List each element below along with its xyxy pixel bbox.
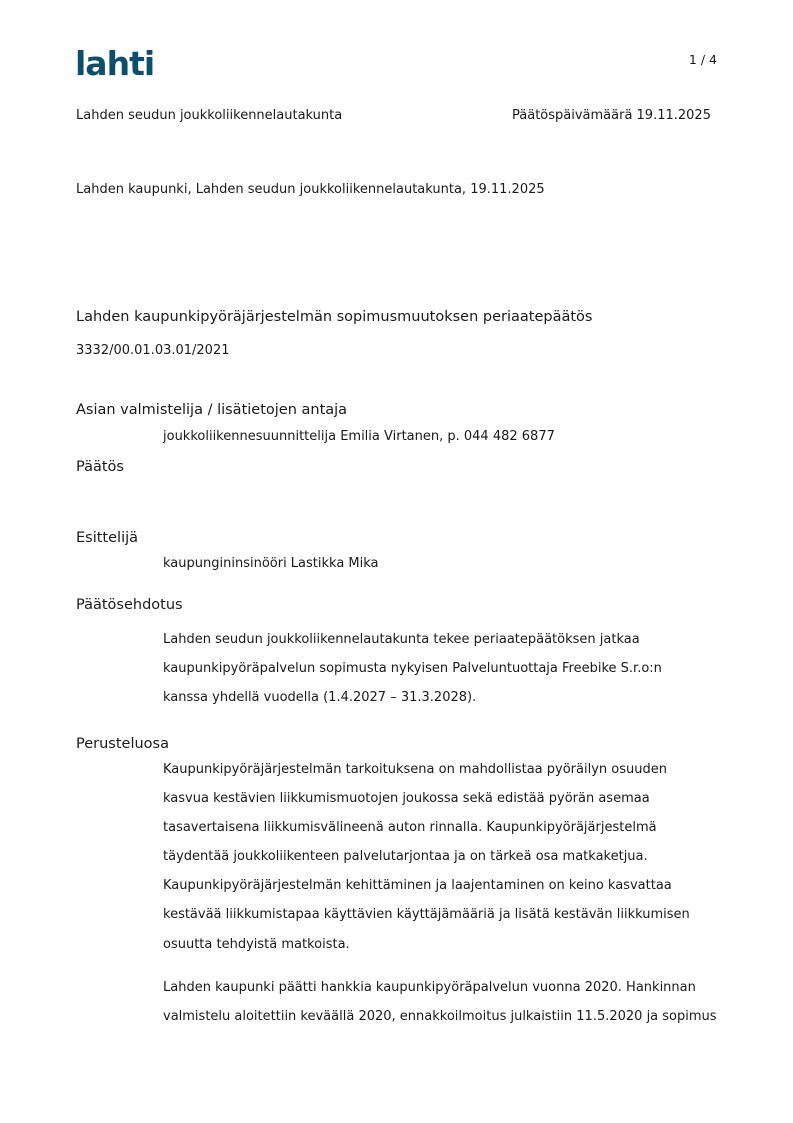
document-title: Lahden kaupunkipyöräjärjestelmän sopimusmuutoksen periaatepäätös [76,309,593,325]
rationale-line: Kaupunkipyöräjärjestelmän tarkoituksena on mahdollistaa pyöräilyn osuuden [163,762,667,777]
rationale-line: valmistelu aloitettiin keväällä 2020, ennakkoilmoitus julkaistiin 11.5.2020 ja sopimus [163,1009,717,1024]
proposal-label: Päätösehdotus [76,597,183,613]
rationale-label: Perusteluosa [76,736,169,752]
rationale-line: kestävää liikkumistapaa käyttävien käyttäjämääriä ja lisätä kestävän liikkumisen [163,907,690,922]
rationale-line: tasavertaisena liikkumisvälineenä auton rinnalla. Kaupunkipyöräjärjestelmä [163,820,657,835]
proposal-line: kaupunkipyöräpalvelun sopimusta nykyisen Palveluntuottaja Freebike S.r.o:n [163,661,662,676]
presenter-label: Esittelijä [76,530,139,546]
page-number: 1 / 4 [688,52,717,67]
organization-name: Lahden seudun joukkoliikennelautakunta [76,108,343,123]
decision-date: Päätöspäivämäärä 19.11.2025 [512,108,711,123]
lahti-logo: lahti [75,44,155,83]
rationale-line: kasvua kestävien liikkumismuotojen joukossa sekä edistää pyörän asemaa [163,791,650,806]
presenter-value: kaupungininsinööri Lastikka Mika [163,556,379,571]
proposal-line: Lahden seudun joukkoliikennelautakunta tekee periaatepäätöksen jatkaa [163,632,640,647]
rationale-line: Kaupunkipyöräjärjestelmän kehittäminen ja laajentaminen on keino kasvattaa [163,878,672,893]
proposal-line: kanssa yhdellä vuodella (1.4.2027 – 31.3.2028). [163,690,477,705]
diary-number: 3332/00.01.03.01/2021 [76,343,230,358]
preparer-value: joukkoliikennesuunnittelija Emilia Virtanen, p. 044 482 6877 [163,429,555,444]
rationale-line: täydentää joukkoliikenteen palvelutarjontaa ja on tärkeä osa matkaketjua. [163,849,648,864]
rationale-line: Lahden kaupunki päätti hankkia kaupunkipyöräpalvelun vuonna 2020. Hankinnan [163,980,696,995]
rationale-line: osuutta tehdyistä matkoista. [163,937,350,952]
preparer-label: Asian valmistelija / lisätietojen antaja [76,402,348,418]
meeting-line: Lahden kaupunki, Lahden seudun joukkoliikennelautakunta, 19.11.2025 [76,182,545,197]
decision-label: Päätös [76,459,124,475]
